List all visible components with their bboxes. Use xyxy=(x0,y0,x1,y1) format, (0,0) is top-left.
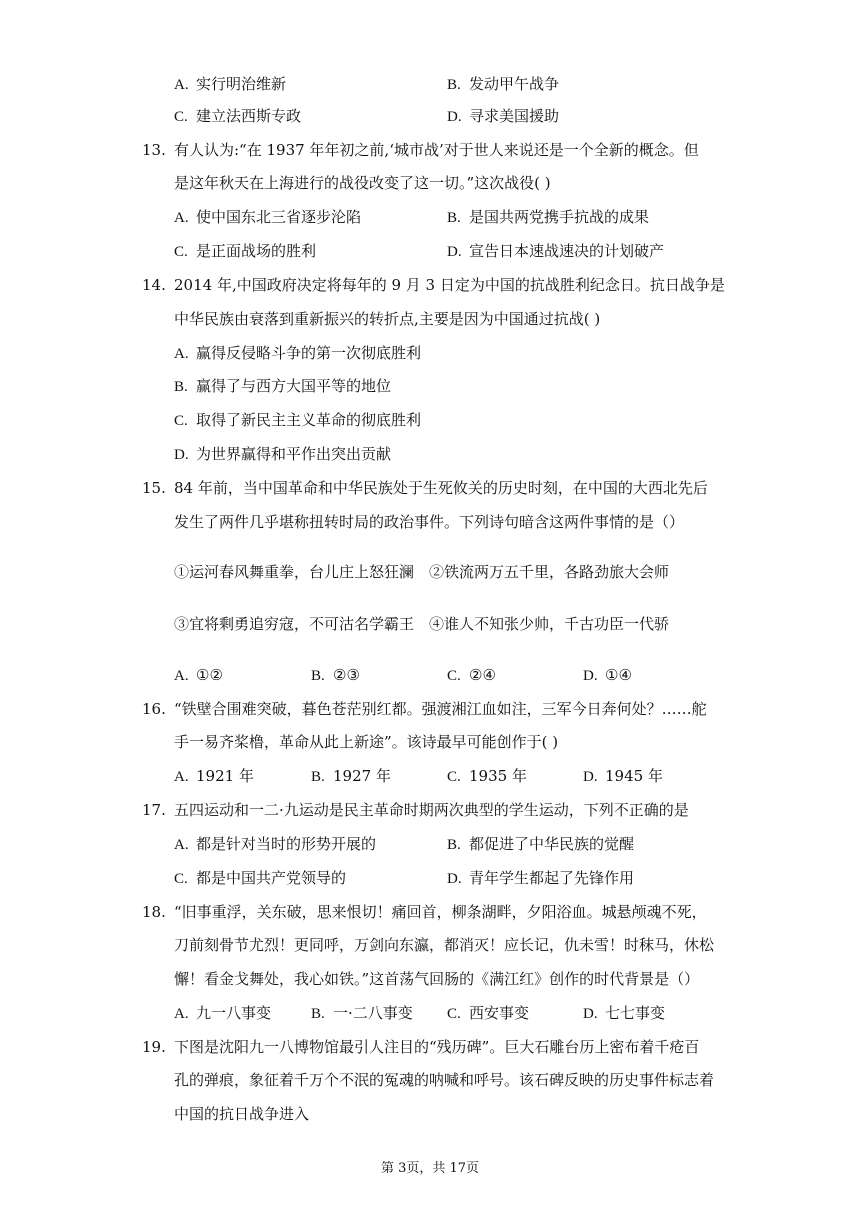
question-text: 刀前刻骨节尤烈！更同呼，万剑向东瀛，都消灭！应长记，仇未雪！时秣马，休松 xyxy=(174,936,715,954)
question-number: 17. xyxy=(142,801,166,819)
poem-line: ③宜将剩勇追穷寇，不可沽名学霸王 ④谁人不知张少帅，千古功臣一代骄 xyxy=(174,615,670,633)
option-a: A. ①② xyxy=(174,666,223,684)
question-number: 14. xyxy=(142,276,166,294)
page-footer: 第 3页，共 17页 xyxy=(380,1161,480,1176)
question-text: 中国的抗日战争进入 xyxy=(174,1105,310,1123)
option-c: C. 都是中国共产党领导的 xyxy=(174,869,347,887)
option-d: D. 宣告日本速战速决的计划破产 xyxy=(447,242,665,260)
option-b: B. 是国共两党携手抗战的成果 xyxy=(447,208,650,226)
option-d: D. 青年学生都起了先锋作用 xyxy=(447,869,635,887)
option-b: B. 赢得了与西方大国平等的地位 xyxy=(174,377,392,395)
question-number: 19. xyxy=(142,1038,166,1056)
option-c: C. 建立法西斯专政 xyxy=(174,107,302,125)
poem-line: ①运河春风舞重拳，台儿庄上怒狂澜 ②铁流两万五千里，各路劲旅大会师 xyxy=(174,563,670,581)
question-text: 有人认为:“在 1937 年年初之前,‘城市战’对于世人来说还是一个全新的概念。但 xyxy=(174,141,699,159)
option-d: D. 七七事变 xyxy=(583,1004,666,1022)
question-text: 手一易齐桨橹，革命从此上新途”。该诗最早可能创作于( ) xyxy=(174,733,559,751)
option-b: B. 一·二八事变 xyxy=(311,1004,413,1022)
option-a: A. 1921 年 xyxy=(174,767,254,785)
option-c: C. ②④ xyxy=(447,666,496,684)
option-d: D. 为世界赢得和平作出突出贡献 xyxy=(174,445,392,463)
option-c: C. 是正面战场的胜利 xyxy=(174,242,317,260)
question-number: 13. xyxy=(142,141,166,159)
question-text: 是这年秋天在上海进行的战役改变了这一切。”这次战役( ) xyxy=(174,174,551,192)
option-a: A. 使中国东北三省逐步沦陷 xyxy=(174,208,362,226)
option-d: D. ①④ xyxy=(583,666,632,684)
option-a: A. 赢得反侵略斗争的第一次彻底胜利 xyxy=(174,344,422,362)
option-d: D. 寻求美国援助 xyxy=(447,107,560,125)
option-b: B. 1927 年 xyxy=(311,767,391,785)
question-text: 五四运动和一二·九运动是民主革命时期两次典型的学生运动，下列不正确的是 xyxy=(174,801,689,819)
question-number: 16. xyxy=(142,700,166,718)
question-text: 2014 年,中国政府决定将每年的 9 月 3 日定为中国的抗战胜利纪念日。抗日战争是 xyxy=(174,276,725,294)
option-b: B. 都促进了中华民族的觉醒 xyxy=(447,835,635,853)
question-number: 15. xyxy=(142,479,166,497)
question-text: “旧事重浮，关东破，思来恨切！痛回首，柳条湖畔，夕阳浴血。城悬颅魂不死， xyxy=(174,903,707,921)
question-number: 18. xyxy=(142,903,166,921)
option-d: D. 1945 年 xyxy=(583,767,663,785)
question-text: 84 年前，当中国革命和中华民族处于生死攸关的历史时刻，在中国的大西北先后 xyxy=(174,479,708,497)
question-text: 孔的弹痕，象征着千万个不泯的冤魂的呐喊和呼号。该石碑反映的历史事件标志着 xyxy=(174,1071,715,1089)
question-text: 发生了两件几乎堪称扭转时局的政治事件。下列诗句暗含这两件事情的是（） xyxy=(174,513,685,531)
option-c: C. 西安事变 xyxy=(447,1004,530,1022)
question-text: “铁壁合围难突破，暮色苍茫别红都。强渡湘江血如注，三军今日奔何处？……舵 xyxy=(174,700,707,718)
question-text: 中华民族由衰落到重新振兴的转折点,主要是因为中国通过抗战( ) xyxy=(174,310,601,328)
question-text: 懈！看金戈舞处，我心如铁。”这首荡气回肠的《满江红》创作的时代背景是（） xyxy=(174,970,700,988)
question-text: 下图是沈阳九一八博物馆最引人注目的“残历碑”。巨大石雕台历上密布着千疮百 xyxy=(174,1038,700,1056)
option-c: C. 1935 年 xyxy=(447,767,527,785)
option-b: B. ②③ xyxy=(311,666,360,684)
option-a: A. 都是针对当时的形势开展的 xyxy=(174,835,377,853)
option-a: A. 实行明治维新 xyxy=(174,75,287,93)
option-a: A. 九一八事变 xyxy=(174,1004,272,1022)
option-b: B. 发动甲午战争 xyxy=(447,75,560,93)
option-c: C. 取得了新民主主义革命的彻底胜利 xyxy=(174,411,422,429)
